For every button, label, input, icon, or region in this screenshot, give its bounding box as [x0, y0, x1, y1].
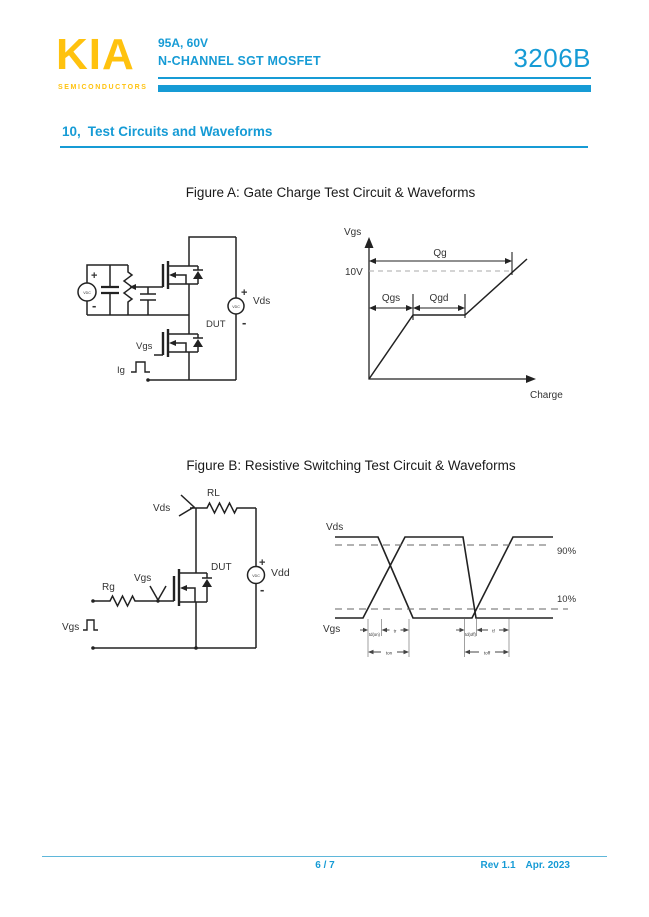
revision-label: Rev 1.1: [480, 860, 516, 871]
figure-b-title: Figure B: Resistive Switching Test Circuit & Waveforms: [186, 458, 516, 473]
part-number: 3206B: [513, 43, 591, 73]
figure-a-circuit-diagram: [58, 222, 293, 407]
vgs-label: Vgs: [323, 624, 341, 635]
figure-b-circuit-diagram: [55, 478, 305, 673]
section-underline: [60, 146, 588, 148]
waveform-arrowheads: [365, 237, 537, 383]
ig-label: Ig: [117, 365, 125, 376]
ton-label: ton: [385, 650, 393, 656]
rl-label: RL: [207, 488, 220, 499]
vgs-input-label: Vgs: [62, 622, 80, 633]
ten-percent-label: 10%: [557, 594, 577, 605]
ninety-percent-label: 90%: [557, 546, 577, 557]
dut-mosfet: [174, 569, 212, 606]
vgs-probe: [150, 586, 166, 600]
qg-label: Qg: [433, 248, 447, 259]
axes: [369, 243, 528, 379]
header-rule-thick: [158, 85, 591, 92]
capacitor-2: [140, 287, 156, 315]
timing-arrow-lines: [360, 630, 507, 652]
plus-label-left: +: [91, 270, 98, 282]
potentiometer: [124, 265, 132, 315]
td-off-label: td(off): [465, 632, 476, 637]
minus-label-right: -: [242, 315, 247, 330]
footer-rule: [42, 856, 607, 857]
header-device-type: N-CHANNEL SGT MOSFET: [158, 54, 321, 68]
vdc-source-label: VDC: [252, 574, 260, 578]
vds-label: Vds: [253, 296, 271, 307]
section-heading: [62, 124, 272, 139]
vgs-trace: [335, 537, 553, 618]
vds-label: Vds: [153, 503, 171, 514]
capacitor-1: [101, 287, 119, 293]
qgs-label: Qgs: [381, 293, 401, 304]
vds-probe: [179, 495, 194, 516]
toff-label: toff: [483, 650, 491, 656]
dut-label: DUT: [206, 319, 226, 330]
plus-label-right: +: [241, 287, 248, 299]
kia-logo: KIA: [56, 30, 135, 79]
gate-pulse-symbol: [83, 620, 98, 630]
vdc-source-label-right: VDC: [232, 305, 240, 309]
figure-a-waveform: [330, 215, 580, 410]
header-rule-thin: [158, 77, 591, 79]
rg-label: Rg: [102, 582, 115, 593]
vgs-probe-label: Vgs: [134, 573, 152, 584]
dut-label: DUT: [211, 562, 232, 573]
figure-a-title: Figure A: Gate Charge Test Circuit & Waveforms: [185, 185, 476, 200]
revision-date: Apr. 2023: [525, 860, 570, 871]
minus-label-left: -: [92, 298, 97, 313]
header-rating: 95A, 60V: [158, 36, 209, 50]
page-number: 6 / 7: [315, 860, 335, 871]
load-resistor: [190, 503, 256, 513]
revision-info: [400, 860, 570, 871]
section-number: 10,: [62, 124, 81, 139]
tf-label: tf: [492, 628, 495, 634]
ten-volt-label: 10V: [345, 267, 363, 278]
vgs-label: Vgs: [136, 341, 153, 352]
gate-charge-curve: [369, 259, 527, 379]
tr-label: tr: [393, 628, 397, 634]
figure-b-waveform: [318, 508, 638, 668]
td-on-label: td(on): [369, 632, 380, 637]
kia-logo-subtext: SEMICONDUCTORS: [58, 84, 148, 91]
section-title: Test Circuits and Waveforms: [87, 124, 273, 139]
figure-a-wires: [78, 237, 247, 380]
vdc-source-label-left: VDC: [83, 291, 91, 295]
vds-trace: [335, 537, 553, 618]
y-axis-label: Vgs: [344, 227, 362, 238]
minus-label: -: [260, 582, 265, 597]
vds-label: Vds: [326, 522, 344, 533]
qgd-label: Qgd: [429, 293, 449, 304]
figure-b-wires: [83, 495, 265, 648]
gate-pulse-symbol: [131, 362, 150, 372]
vdd-label: Vdd: [271, 567, 290, 579]
plus-label: +: [259, 557, 266, 569]
gate-resistor: [93, 596, 174, 606]
x-axis-label: Charge: [530, 390, 563, 401]
